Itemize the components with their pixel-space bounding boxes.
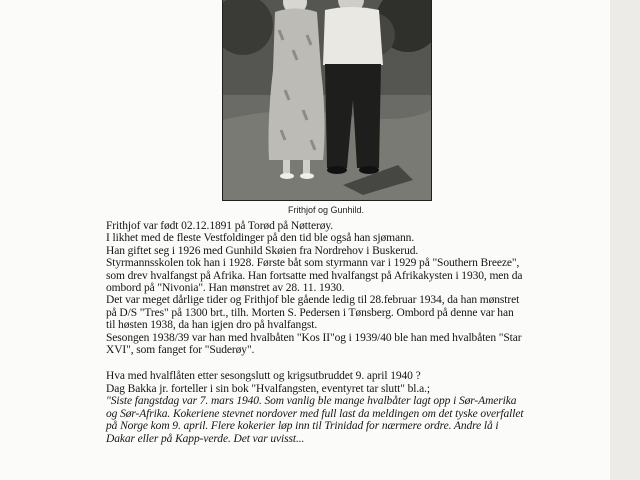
quote-line: "Siste fangstdag var 7. mars 1940. Som vanlig ble mange hvalbåter lagt opp i Sør-Amerika bbox=[106, 395, 517, 408]
text-line: XVI", som fanget for "Suderøy". bbox=[106, 344, 255, 357]
paragraph-whaling-fleet bbox=[106, 370, 606, 395]
couple-photo bbox=[222, 0, 432, 201]
paragraph-gap bbox=[106, 356, 606, 370]
text-line: som drev hvalfangst på Afrika. Han fortsatte med hvalfangst på Afrikakysten i 1930, men da bbox=[106, 269, 523, 282]
photo-illustration bbox=[223, 0, 431, 200]
text-line: Sesongen 1938/39 var han med hvalbåten "Kos II"og i 1939/40 ble han med hvalbåten "Star bbox=[106, 331, 522, 344]
quote-line: på Norge kom 9. april. Flere kokerier løp inn til Trinidad for nærmere ordre. Andre lå i bbox=[106, 420, 499, 433]
text-line: Det var meget dårlige tider og Frithjof ble gående ledig til 28.februar 1934, da han mønstret bbox=[106, 294, 520, 307]
text-line: Hva med hvalflåten etter sesongslutt og krigsutbruddet 9. april 1940 ? bbox=[106, 370, 421, 383]
text-line: til høsten 1938, da han igjen dro på hvalfangst. bbox=[106, 319, 318, 332]
text-line: I likhet med de fleste Vestfoldinger på den tid ble også han sjømann. bbox=[106, 232, 415, 245]
text-line: på D/S "Tres" på 1300 brt., tilh. Morten S. Pedersen i Tønsberg. Ombord på denne var han bbox=[106, 306, 514, 319]
scanner-edge bbox=[610, 0, 640, 480]
paragraph-biography bbox=[106, 220, 606, 356]
photo-caption: Frithjof og Gunhild. bbox=[287, 205, 365, 215]
text-line: Dag Bakka jr. forteller i sin bok "Hvalfangsten, eventyret tar slutt" bl.a.; bbox=[106, 382, 431, 395]
text-line: ombord på "Nivonia". Han mønstret av 28. 11. 1930. bbox=[106, 282, 345, 295]
text-line: Frithjof var født 02.12.1891 på Torød på Nøtterøy. bbox=[106, 220, 334, 232]
quotation bbox=[106, 395, 606, 445]
text-line: Han giftet seg i 1926 med Gunhild Skøien fra Nordrehov i Buskerud. bbox=[106, 244, 419, 257]
article-text bbox=[106, 220, 606, 445]
quote-line: og Sør-Afrika. Kokeriene stevnet nordover med full last da meldingen om det tyske overfallet bbox=[106, 407, 524, 420]
quote-line: Dakar eller på Kapp-verde. Det var uvisst... bbox=[106, 432, 305, 445]
text-line: Styrmannsskolen tok han i 1928. Første båt som styrmann var i 1929 på "Southern Breeze", bbox=[106, 257, 520, 270]
